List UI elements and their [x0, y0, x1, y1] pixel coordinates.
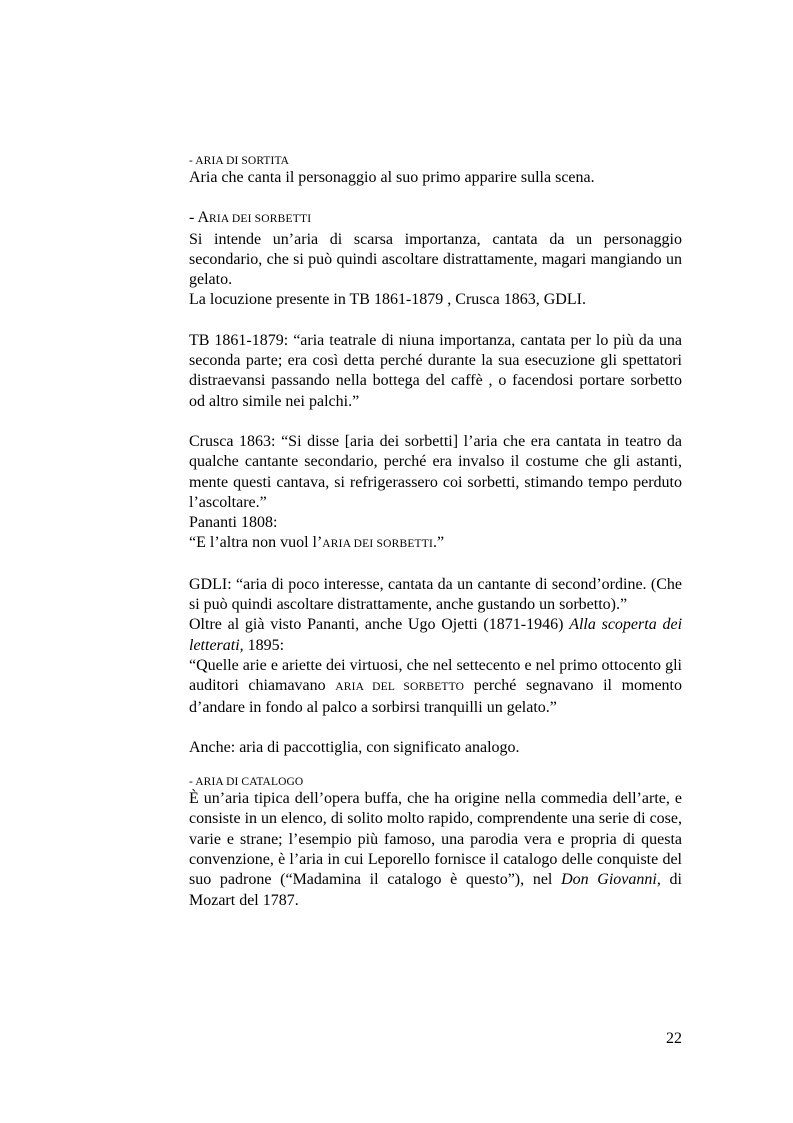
- document-body: [189, 154, 682, 911]
- ojetti-reference: [189, 615, 682, 656]
- pananti-reference: Pananti 1808:: [189, 514, 278, 532]
- heading-aria-di-catalogo: - ARIA DI CATALOGO: [189, 776, 304, 789]
- page-number: 22: [666, 1030, 682, 1047]
- crusca-citation: Crusca 1863: “Si disse [aria dei sorbetti] l’aria che era cantata in teatro da qualche cantante secondario, perché era invalso il costume che gli astanti, mente questi cantava, si refrigerassero coi sorbetti, stimando tempo perduto l’ascoltare.”: [189, 432, 682, 511]
- definition-aria-di-sortita: Aria che canta il personaggio al suo primo apparire sulla scena.: [189, 169, 595, 186]
- tb-citation: TB 1861-1879: “aria teatrale di niuna importanza, cantata per lo più da una seconda parte; era così detta perché durante la sua esecuzione gli spettatori distraevansi passando nella bottega del caffè , o facendosi portare sorbetto od altro simile nei palchi.”: [189, 331, 682, 410]
- ojetti-start: Oltre al già visto Pananti, anche Ugo Ojetti (1871-1946): [189, 616, 570, 634]
- catalogo-opera-title: Don Giovanni: [561, 871, 657, 889]
- ojetti-quote-end: perché segnavano il momento d’andare in fondo al palco a sorbirsi tranquilli un gelato.”: [189, 677, 682, 716]
- heading-aria-dei-sorbetti: [189, 208, 682, 229]
- spacer: [189, 188, 682, 208]
- spacer: [189, 311, 682, 331]
- definition-aria-dei-sorbetti: Si intende un’aria di scarsa importanza, cantata da un personaggio secondario, che si può quindi ascoltare distrattamente, magari mangiando un gelato.: [189, 230, 682, 289]
- pananti-quote-start: “E l’altra non vuol l’: [189, 534, 323, 552]
- locuzione-note: La locuzione presente in TB 1861-1879 , Crusca 1863, GDLI.: [189, 291, 586, 309]
- heading-aria-di-sortita: - ARIA DI SORTITA: [189, 155, 290, 167]
- heading-cap: - A: [189, 209, 209, 227]
- ojetti-quote-start: “Quelle arie e ariette dei virtuosi, che nel settecento e nel primo ottocento gli auditori chiamavano: [189, 656, 682, 695]
- anche-note: Anche: aria di paccottiglia, con significato analogo.: [189, 738, 520, 756]
- ojetti-title: Alla scoperta dei letterati,: [189, 616, 683, 654]
- pananti-quote: [189, 533, 682, 554]
- spacer: [189, 718, 682, 738]
- heading-rest: RIA DEI SORBETTI: [209, 213, 312, 226]
- ojetti-quote-smallcaps: ARIA DEL SORBETTO: [335, 681, 465, 694]
- catalogo-text-start: È un’aria tipica dell’opera buffa, che ha origine nella commedia dell’arte, e consiste in un elenco, di solito molto rapido, comprendente una serie di cose, varie e strane; l’esempio più famoso, una parodia vera e propria di questa convenzione, è l’aria in cui Leporello fornisce il catalogo delle conquiste del suo padrone (“Madamina il catalogo è questo”), nel: [189, 790, 682, 889]
- pananti-quote-end: .”: [433, 534, 445, 552]
- pananti-quote-smallcaps: ARIA DEI SORBETTI: [322, 538, 434, 551]
- gdli-citation: GDLI: “aria di poco interesse, cantata da un cantante di second’ordine. (Che si può quindi ascoltare distrattamente, anche gustando un sorbetto).”: [189, 575, 682, 614]
- definition-aria-di-catalogo: [189, 789, 682, 911]
- spacer: [189, 412, 682, 432]
- ojetti-quote: [189, 656, 682, 718]
- spacer: [189, 758, 682, 775]
- ojetti-year: 1895:: [243, 636, 285, 654]
- catalogo-text-end: , di Mozart del 1787.: [189, 871, 682, 909]
- spacer: [189, 555, 682, 575]
